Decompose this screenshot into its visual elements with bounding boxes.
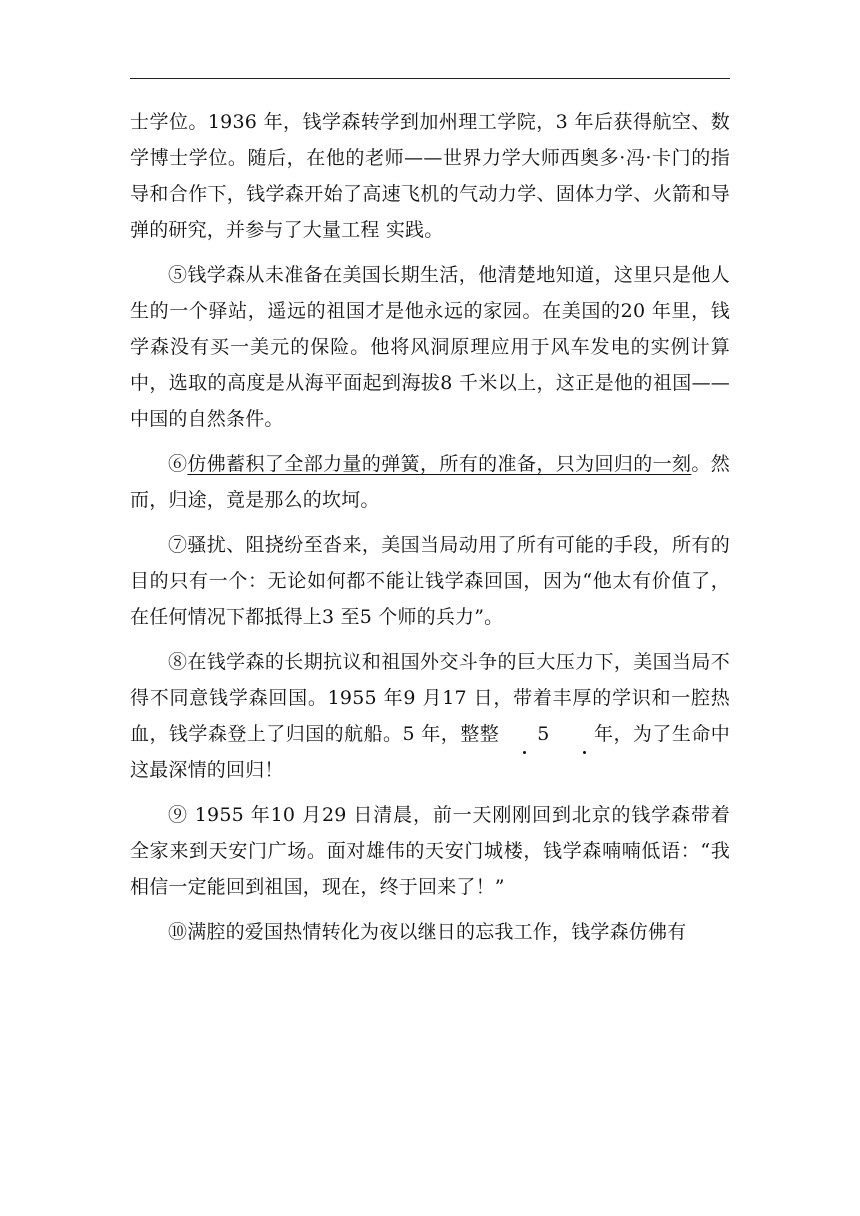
paragraph-7: ⑦骚扰、阻挠纷至沓来，美国当局动用了所有可能的手段，所有的目的只有一个：无论如何都不能让钱学森回国，因为“他太有价值了，在任何情况下都抵得上3 至5 个师的兵力”。	[130, 534, 730, 628]
header-rule	[130, 78, 730, 79]
emphasis-dot-5: 5	[499, 716, 549, 752]
paragraph-6-rest: 。然而，归途，竟是那么的坎坷。	[130, 453, 731, 511]
paragraph-9: ⑨ 1955 年10 月29 日清晨，前一天刚刚回到北京的钱学森带着全家来到天安门广场。面对雄伟的天安门城楼，钱学森喃喃低语：“我相信一定能回到祖国，现在，终于回来了！”	[130, 804, 730, 898]
paragraph-5: ⑤钱学森从未准备在美国长期生活，他清楚地知道，这里只是他人生的一个驿站，遥远的祖国才是他永远的家园。在美国的20 年里，钱学森没有买一美元的保险。他将风洞原理应用于风车发电的实例计算中，选取的高度是从海平面起到海拔8 千米以上，这正是他的祖国——中国的自然条件。	[130, 264, 730, 430]
paragraph-10: ⑩满腔的爱国热情转化为夜以继日的忘我工作，钱学森仿佛有	[168, 921, 687, 943]
paragraph-continued: 士学位。1936 年，钱学森转学到加州理工学院，3 年后获得航空、数学博士学位。随后，在他的老师——世界力学大师西奥多·冯·卡门的指导和合作下，钱学森开始了高速飞机的气动力学、固体力学、火箭和导弹的研究，并参与了大量工程 实践。	[130, 111, 730, 241]
paragraph-6-number: ⑥	[168, 453, 188, 475]
underlined-sentence: 仿佛蓄积了全部力量的弹簧，所有的准备，只为回归的一刻	[187, 453, 692, 475]
paragraph-6	[130, 446, 730, 518]
paragraph-8-before: ⑧在钱学森的长期抗议和祖国外交斗争的巨大压力下，美国当局不得不同意钱学森回国。1955 年9 月17 日，带着丰厚的学识和一腔热血，钱学森登上了归国的航船。5 年，整整	[130, 651, 730, 745]
emphasis-dot-year: 年	[556, 716, 613, 752]
paragraph-8-after: ，为了生命中这最深情的回归！	[130, 723, 730, 781]
article-body	[130, 104, 730, 959]
paragraph-8	[130, 644, 730, 788]
